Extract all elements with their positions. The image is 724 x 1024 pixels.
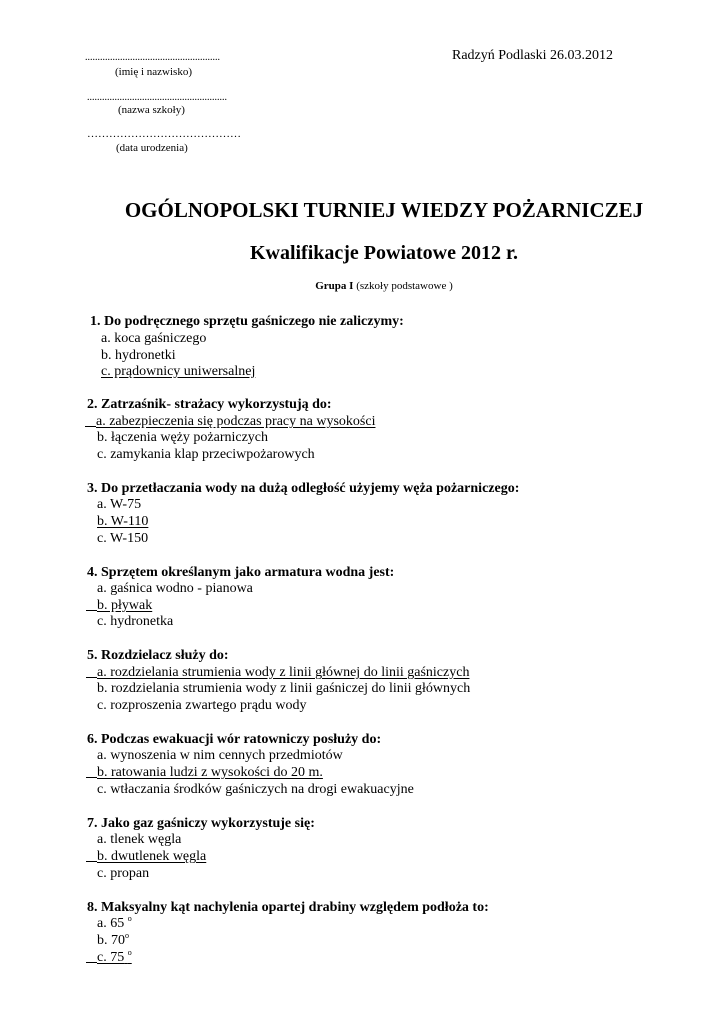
q8-option-c-text: c. 75	[97, 950, 125, 965]
degree-sup: o	[127, 948, 132, 957]
q4-option-b-row	[86, 598, 152, 614]
group-line	[22, 280, 724, 292]
question-6: 6. Podczas ewakuacji wór ratowniczy posłuży do:	[87, 732, 382, 747]
underline-lead	[86, 677, 97, 678]
q6-option-b-row	[86, 765, 323, 781]
place-date: Radzyń Podlaski 26.03.2012	[452, 48, 613, 63]
q8-option-a-text: a. 65	[97, 916, 125, 931]
q7-option-b-row	[86, 849, 206, 865]
q1-option-b: b. hydronetki	[101, 348, 176, 363]
question-5: 5. Rozdzielacz służy do:	[87, 648, 229, 663]
question-4: 4. Sprzętem określanym jako armatura wodna jest:	[87, 565, 395, 580]
q7-option-c: c. propan	[97, 866, 150, 881]
q6-option-c: c. wtłaczania środków gaśniczych na drogi ewakuacyjne	[97, 782, 414, 797]
question-3: 3. Do przetłaczania wody na dużą odległość użyjemy węża pożarniczego:	[87, 481, 520, 496]
birthdate-dots: ……………………………………	[87, 128, 241, 140]
q5-option-a: a. rozdzielania strumienia wody z linii głównej do linii gaśniczych	[97, 665, 470, 680]
page-subtitle: Kwalifikacje Powiatowe 2012 r.	[249, 242, 519, 264]
q2-option-b: b. łączenia węży pożarniczych	[97, 430, 269, 445]
name-label: (imię i nazwisko)	[115, 66, 192, 78]
underline-lead	[86, 962, 97, 963]
group-bold: Grupa I	[315, 280, 354, 292]
question-1: 1. Do podręcznego sprzętu gaśniczego nie zaliczymy:	[90, 314, 404, 329]
underline-lead	[86, 610, 97, 611]
page-title: OGÓLNOPOLSKI TURNIEJ WIEDZY POŻARNICZEJ	[124, 198, 644, 222]
school-dots: ........................................................	[87, 92, 227, 103]
q2-option-a: a. zabezpieczenia się podczas pracy na wysokości	[96, 414, 376, 429]
q8-option-c-row	[86, 950, 132, 966]
question-7: 7. Jako gaz gaśniczy wykorzystuje się:	[87, 816, 315, 831]
q3-option-a: a. W-75	[97, 497, 142, 512]
q4-option-b: b. pływak	[97, 598, 153, 613]
q5-option-b: b. rozdzielania strumienia wody z linii gaśniczej do linii głównych	[97, 681, 471, 696]
q1-option-c: c. prądownicy uniwersalnej	[101, 364, 256, 379]
q8-option-c	[97, 950, 132, 965]
q5-option-c: c. rozproszenia zwartego prądu wody	[97, 698, 307, 713]
question-2: 2. Zatrzaśnik- strażacy wykorzystują do:	[87, 397, 332, 412]
underline-lead	[85, 426, 96, 427]
q3-option-c: c. W-150	[97, 531, 149, 546]
underline-lead	[86, 777, 97, 778]
q2-option-a-row	[85, 414, 375, 430]
q2-option-c: c. zamykania klap przeciwpożarowych	[97, 447, 315, 462]
group-rest: (szkoły podstawowe )	[353, 280, 453, 292]
degree-sup: o	[127, 914, 132, 923]
q7-option-a: a. tlenek węgla	[97, 832, 182, 847]
q4-option-a: a. gaśnica wodno - pianowa	[97, 581, 253, 596]
q6-option-a: a. wynoszenia w nim cennych przedmiotów	[97, 748, 343, 763]
school-label: (nazwa szkoły)	[118, 104, 185, 116]
q8-option-a	[97, 916, 132, 932]
q6-option-b: b. ratowania ludzi z wysokości do 20 m.	[97, 765, 323, 780]
q3-option-b: b. W-110	[97, 514, 149, 529]
q4-option-c: c. hydronetka	[97, 614, 174, 629]
question-8: 8. Maksyalny kąt nachylenia opartej drabiny względem podłoża to:	[87, 900, 489, 915]
birthdate-label: (data urodzenia)	[116, 142, 188, 154]
q1-option-a: a. koca gaśniczego	[101, 331, 207, 346]
degree-sup: o	[125, 931, 129, 940]
q7-option-b: b. dwutlenek węgla	[97, 849, 207, 864]
underline-lead	[86, 861, 97, 862]
q5-option-a-row	[86, 665, 469, 681]
name-dots: ......................................................	[85, 52, 220, 63]
q8-option-b	[97, 933, 129, 949]
q8-option-b-text: b. 70	[97, 933, 125, 948]
